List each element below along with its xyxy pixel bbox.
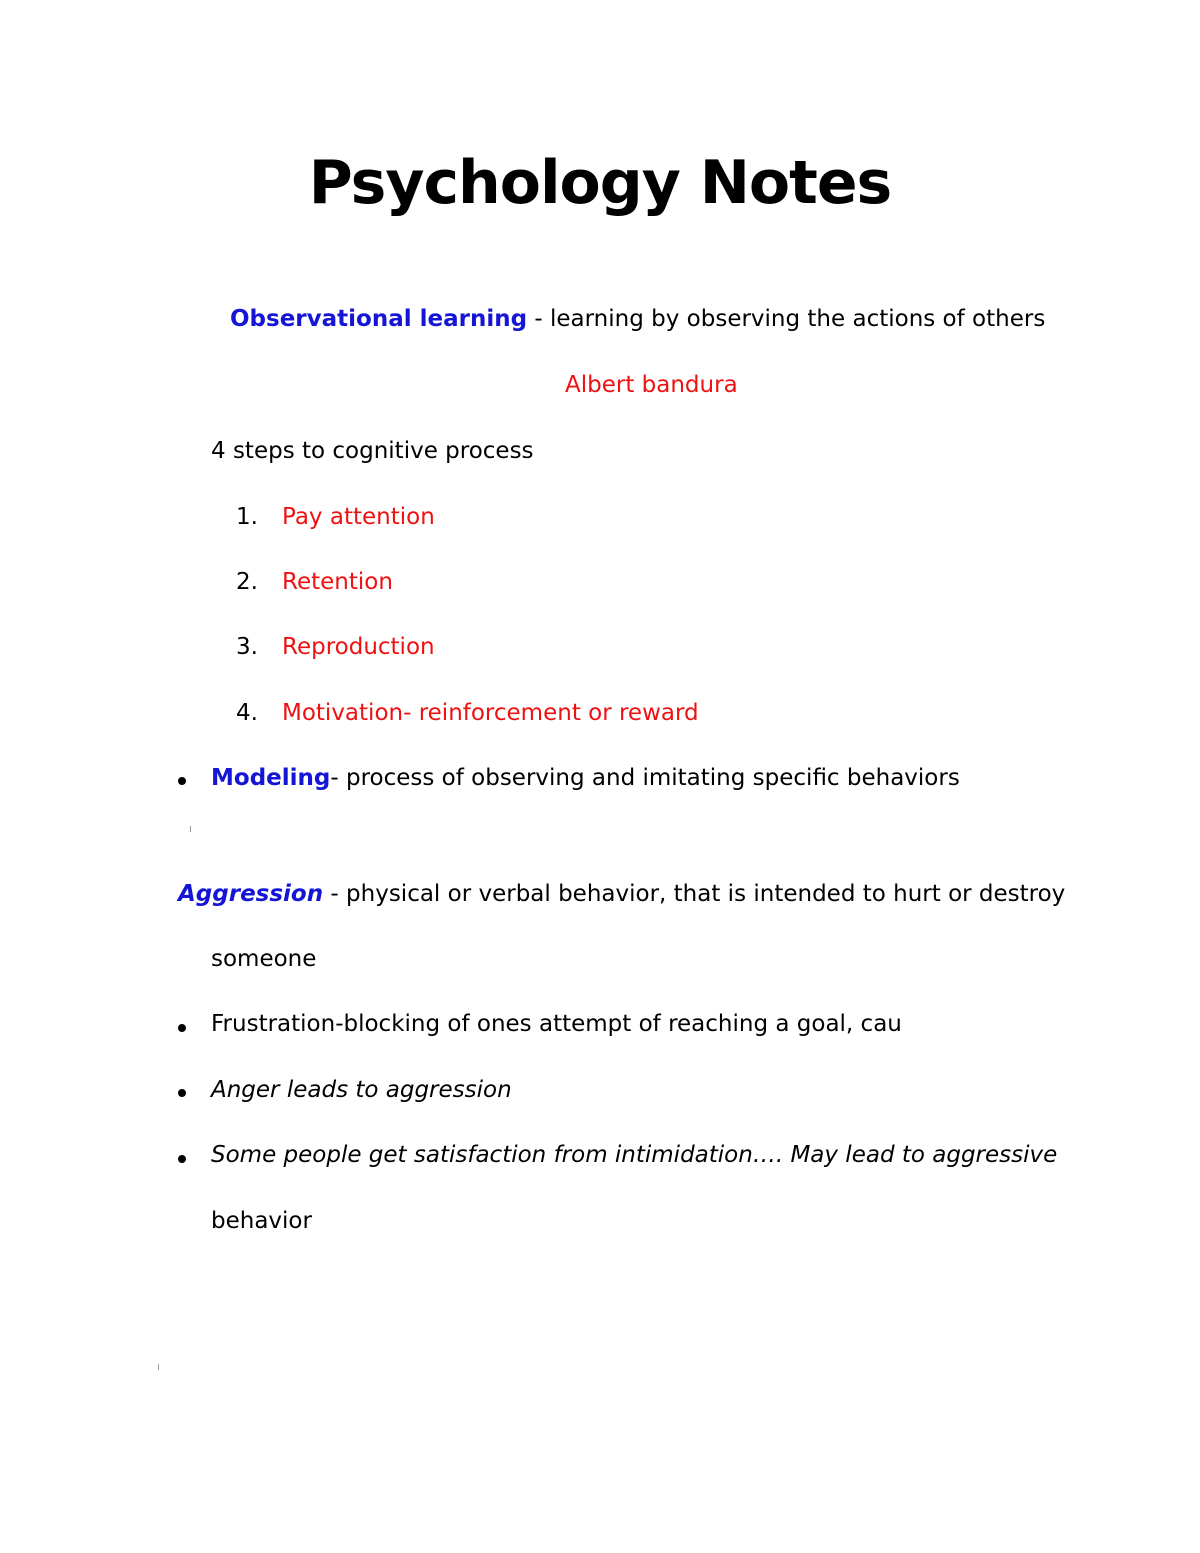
aggression-term: Aggression	[178, 881, 324, 907]
step-number: 1.	[236, 504, 258, 530]
researcher-name: Albert bandura	[565, 372, 738, 398]
aggression-definition-continued: someone	[211, 946, 317, 972]
step-number: 3.	[236, 634, 258, 660]
bullet-icon	[178, 777, 186, 785]
bullet-icon	[178, 1089, 186, 1097]
list-item	[236, 502, 435, 532]
step-number: 2.	[236, 569, 258, 595]
modeling-line	[211, 763, 960, 793]
aggression-line	[178, 879, 1065, 909]
list-item-continued: behavior	[211, 1208, 312, 1234]
observational-learning-line	[230, 304, 1045, 334]
list-item: Frustration-blocking of ones attempt of reaching a goal, cau	[211, 1011, 902, 1037]
list-item	[236, 567, 393, 597]
aggression-definition: - physical or verbal behavior, that is intended to hurt or destroy	[323, 881, 1066, 907]
modeling-term: Modeling	[211, 765, 331, 791]
bullet-icon	[178, 1024, 186, 1032]
step-text: Reproduction	[282, 634, 435, 660]
step-text: Pay attention	[282, 504, 435, 530]
page-title: Psychology Notes	[308, 148, 892, 218]
tick-mark	[190, 826, 191, 832]
observational-learning-definition: - learning by observing the actions of others	[527, 306, 1046, 332]
steps-heading: 4 steps to cognitive process	[211, 438, 534, 464]
tick-mark	[158, 1364, 159, 1370]
bullet-icon	[178, 1155, 186, 1163]
step-text: Motivation- reinforcement or reward	[282, 700, 699, 726]
list-item: Anger leads to aggression	[211, 1077, 512, 1103]
list-item: Some people get satisfaction from intimidation…. May lead to aggressive	[211, 1142, 1058, 1168]
list-item	[236, 632, 435, 662]
step-number: 4.	[236, 700, 258, 726]
list-item	[236, 698, 699, 728]
modeling-definition: - process of observing and imitating specific behaviors	[330, 765, 960, 791]
step-text: Retention	[282, 569, 393, 595]
observational-learning-term: Observational learning	[230, 306, 528, 332]
